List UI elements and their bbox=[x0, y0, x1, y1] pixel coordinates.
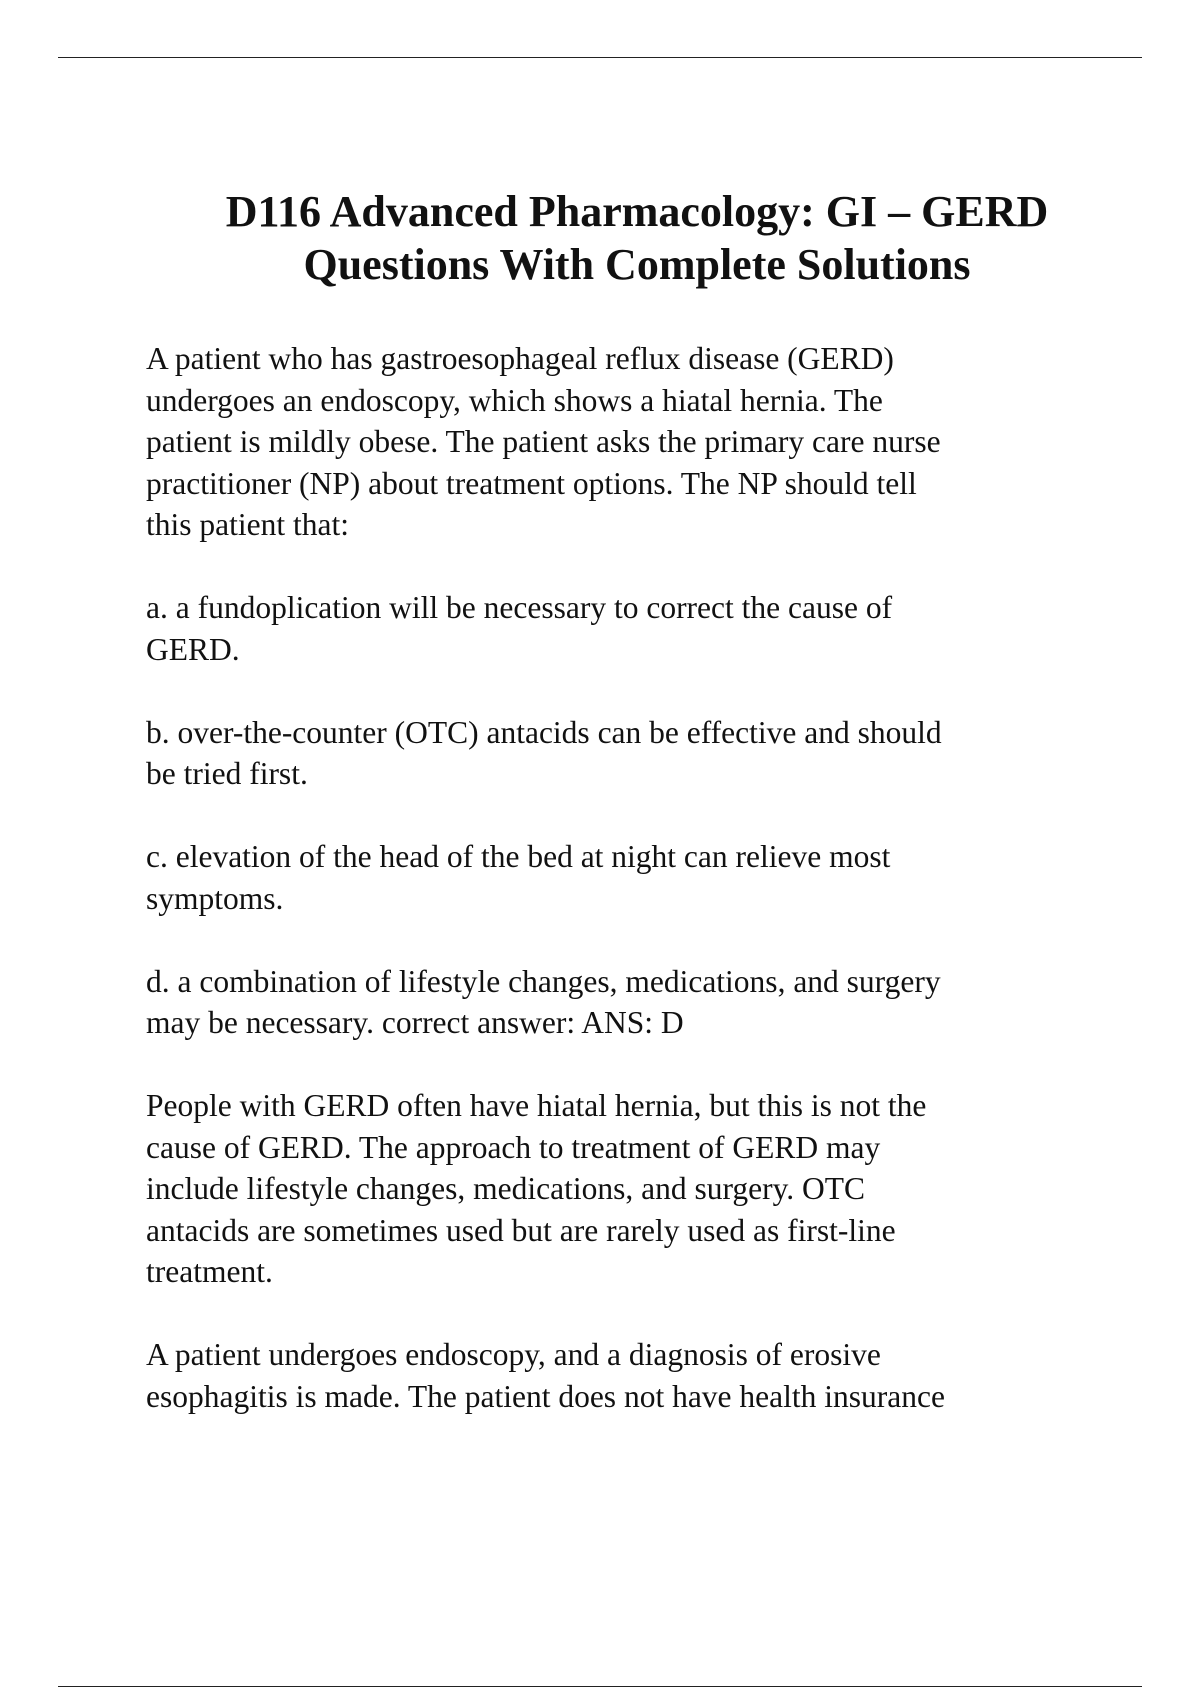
document-title bbox=[100, 185, 1174, 291]
text-line: b. over-the-counter (OTC) antacids can be effective and should bbox=[146, 714, 942, 750]
answer-option-c bbox=[146, 836, 1086, 919]
text-line: A patient undergoes endoscopy, and a diagnosis of erosive bbox=[146, 1337, 881, 1372]
text-line: may be necessary. correct answer: ANS: D bbox=[146, 1005, 684, 1040]
answer-rationale bbox=[146, 1085, 1086, 1293]
text-line: antacids are sometimes used but are rarely used as first-line bbox=[146, 1212, 896, 1248]
title-line: D116 Advanced Pharmacology: GI – GERD bbox=[225, 187, 1049, 236]
text-line: d. a combination of lifestyle changes, medications, and surgery bbox=[146, 963, 941, 999]
text-line: A patient who has gastroesophageal reflux disease (GERD) bbox=[146, 341, 894, 376]
text-line: cause of GERD. The approach to treatment of GERD may bbox=[146, 1129, 881, 1165]
top-rule bbox=[58, 57, 1142, 58]
question-stem bbox=[146, 338, 1086, 546]
title-line: Questions With Complete Solutions bbox=[303, 240, 971, 289]
text-line: practitioner (NP) about treatment options. The NP should tell bbox=[146, 465, 917, 501]
text-line: be tried first. bbox=[146, 756, 308, 791]
answer-option-d bbox=[146, 961, 1086, 1044]
next-question-stem bbox=[146, 1334, 1086, 1417]
document-body bbox=[146, 338, 1086, 1459]
text-line: symptoms. bbox=[146, 880, 284, 916]
text-line: a. a fundoplication will be necessary to correct the cause of bbox=[146, 590, 893, 625]
bottom-rule bbox=[58, 1686, 1142, 1687]
text-line: esophagitis is made. The patient does not have health insurance bbox=[146, 1378, 945, 1414]
answer-option-b bbox=[146, 712, 1086, 795]
text-line: People with GERD often have hiatal hernia, but this is not the bbox=[146, 1088, 927, 1123]
text-line: include lifestyle changes, medications, and surgery. OTC bbox=[146, 1171, 866, 1206]
text-line: undergoes an endoscopy, which shows a hiatal hernia. The bbox=[146, 382, 883, 418]
text-line: GERD. bbox=[146, 631, 240, 667]
text-line: patient is mildly obese. The patient asks the primary care nurse bbox=[146, 424, 941, 459]
answer-option-a bbox=[146, 587, 1086, 670]
text-line: this patient that: bbox=[146, 507, 349, 542]
text-line: treatment. bbox=[146, 1254, 273, 1289]
text-line: c. elevation of the head of the bed at night can relieve most bbox=[146, 839, 891, 874]
